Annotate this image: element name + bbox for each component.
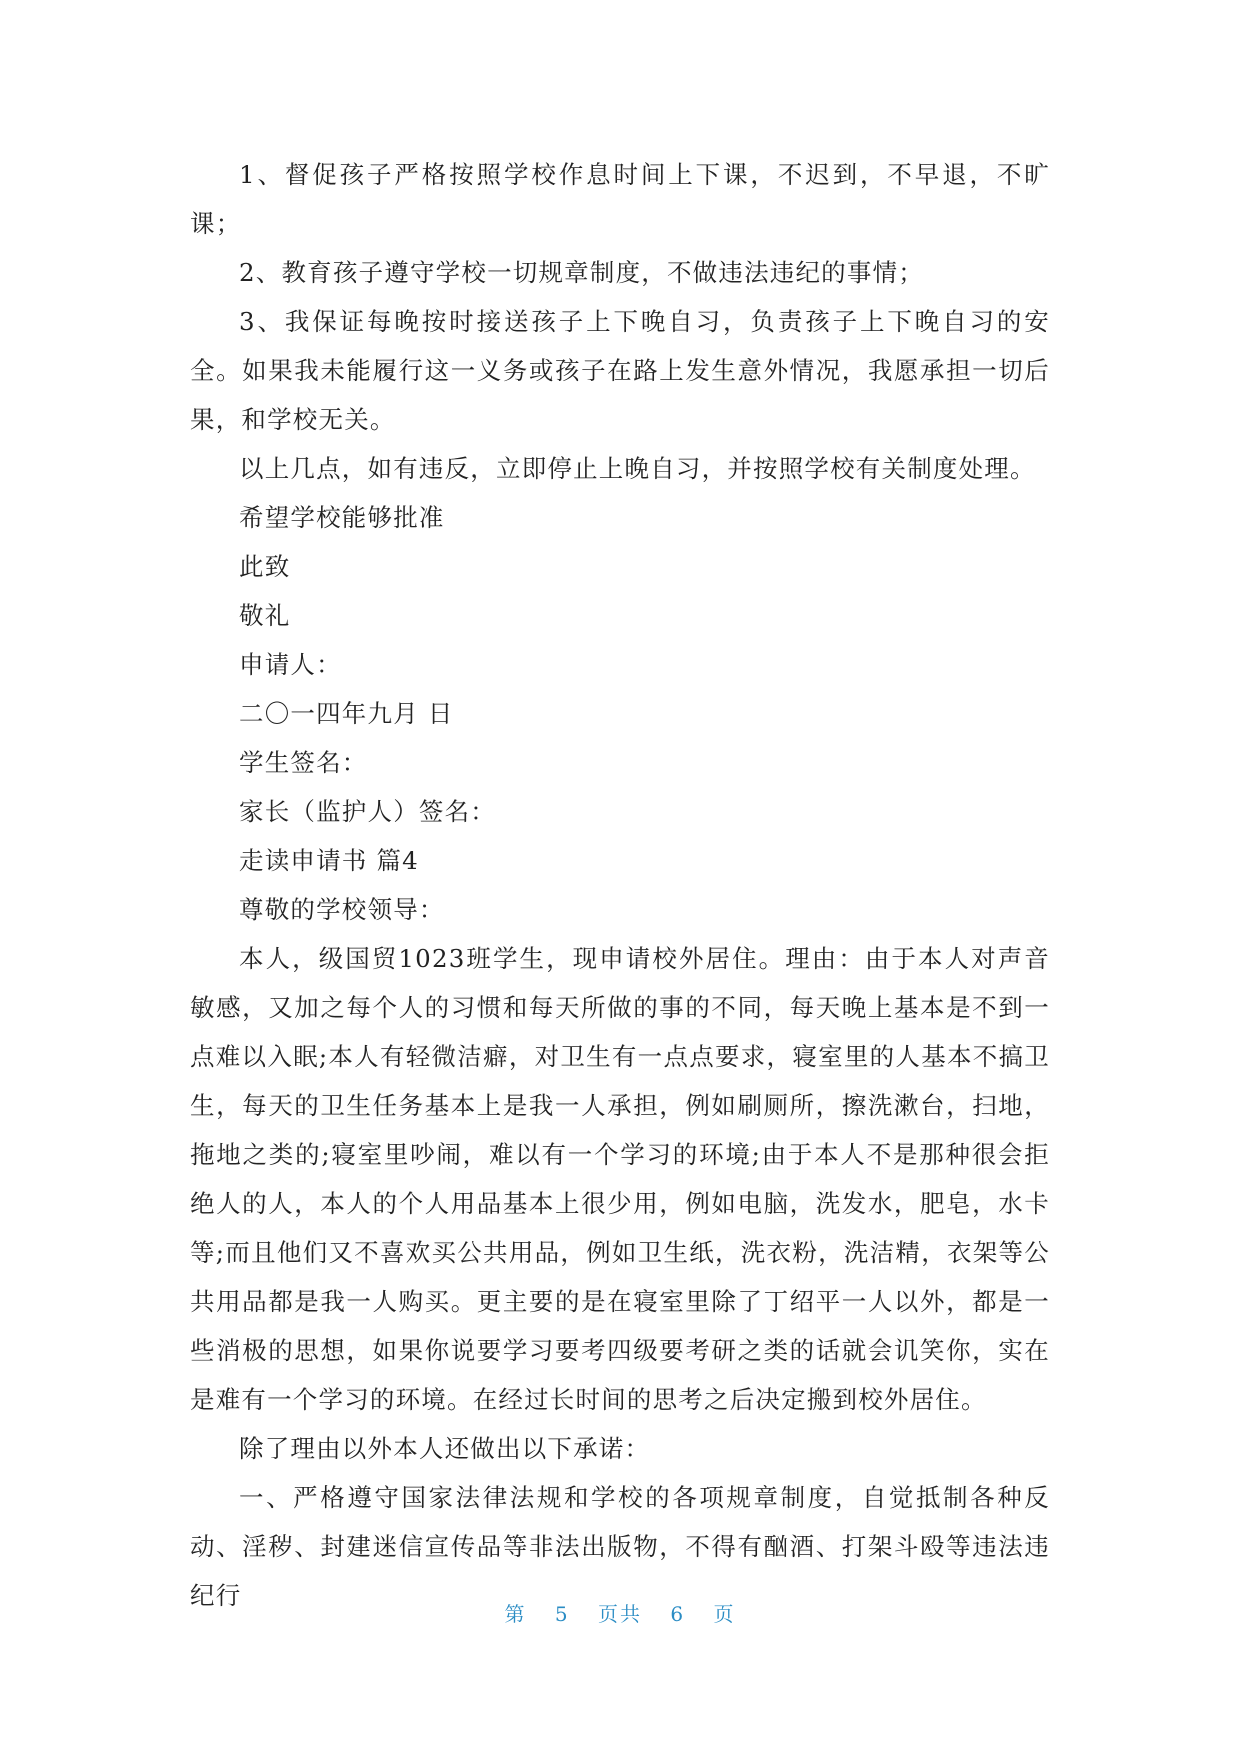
- paragraph: 除了理由以外本人还做出以下承诺：: [239, 1434, 651, 1463]
- paragraph: 此致: [239, 552, 291, 581]
- footer-text: 第: [504, 1602, 527, 1626]
- paragraph: 敬礼: [239, 601, 291, 630]
- page-total: 6: [670, 1602, 686, 1626]
- paragraph: 3、我保证每晚按时接送孩子上下晚自习，负责孩子上下晚自习的安全。如果我未能履行这一义务或孩子在路上发生意外情况，我愿承担一切后果，和学校无关。: [190, 307, 1050, 434]
- paragraph: 本人，级国贸1023班学生，现申请校外居住。理由：由于本人对声音敏感，又加之每个人的习惯和每天所做的事的不同，每天晚上基本是不到一点难以入眠;本人有轻微洁癖，对卫生有一点点要求，寝室里的人基本不搞卫生，每天的卫生任务基本上是我一人承担，例如刷厕所，擦洗漱台，扫地，拖地之类的;寝室里吵闹，难以有一个学习的环境;由于本人不是那种很会拒绝人的人，本人的个人用品基本上很少用，例如电脑，洗发水，肥皂，水卡等;而且他们又不喜欢买公共用品，例如卫生纸，洗衣粉，洗洁精，衣架等公共用品都是我一人购买。更主要的是在寝室里除了丁绍平一人以外，都是一些消极的思想，如果你说要学习要考四级要考研之类的话就会讥笑你，实在是难有一个学习的环境。在经过长时间的思考之后决定搬到校外居住。: [190, 944, 1050, 1414]
- section-heading: 走读申请书 篇4: [239, 846, 419, 875]
- paragraph: 家长（监护人）签名：: [239, 797, 496, 826]
- document-body: [190, 150, 1050, 1620]
- paragraph: 以上几点，如有违反，立即停止上晚自习，并按照学校有关制度处理。: [239, 454, 1036, 483]
- paragraph: 学生签名：: [239, 748, 368, 777]
- paragraph: 一、严格遵守国家法律法规和学校的各项规章制度，自觉抵制各种反动、淫秽、封建迷信宣传品等非法出版物，不得有酗酒、打架斗殴等违法违纪行: [190, 1483, 1050, 1610]
- footer-text: 页: [713, 1602, 736, 1626]
- paragraph: 申请人：: [239, 650, 342, 679]
- paragraph: 1、督促孩子严格按照学校作息时间上下课，不迟到，不早退，不旷课；: [190, 160, 1050, 238]
- page-number: 5: [554, 1602, 570, 1626]
- paragraph: 2、教育孩子遵守学校一切规章制度，不做违法违纪的事情；: [239, 258, 924, 287]
- salutation: 尊敬的学校领导：: [239, 895, 445, 924]
- footer-text: 页共: [598, 1602, 642, 1626]
- paragraph: 希望学校能够批准: [239, 503, 445, 532]
- paragraph: 二〇一四年九月 日: [239, 699, 454, 728]
- page-footer: [0, 1598, 1240, 1627]
